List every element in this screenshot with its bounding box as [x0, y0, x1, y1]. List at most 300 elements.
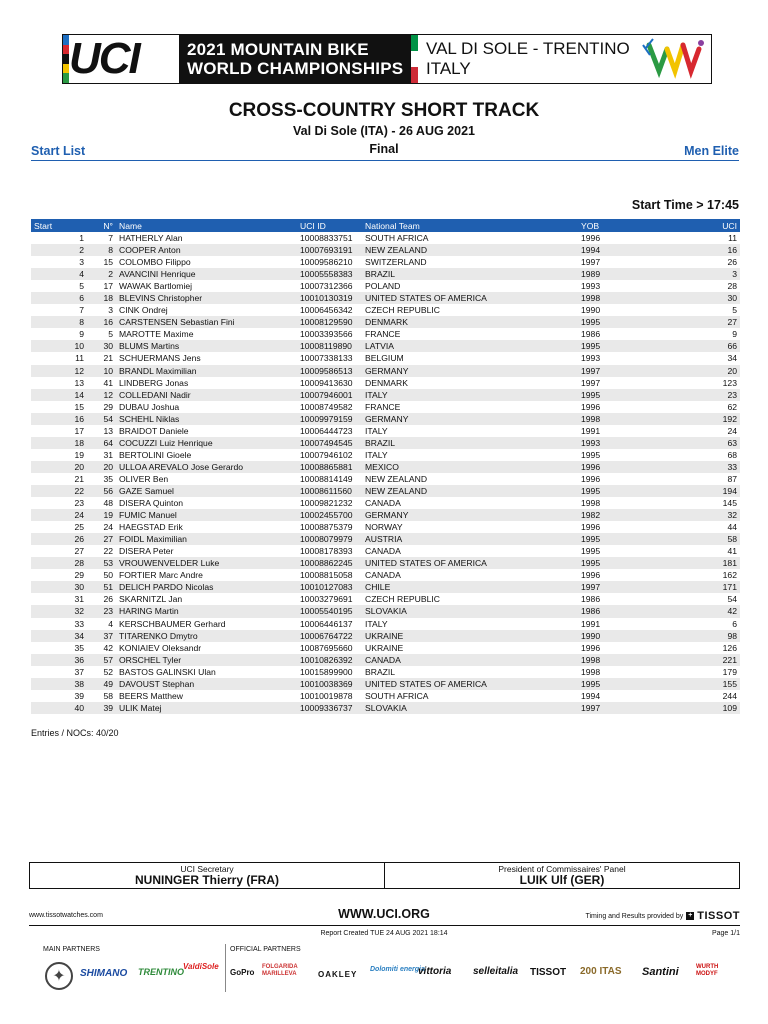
rider-uci-rank: 87 — [727, 473, 737, 484]
rider-uci-id: 10007946001 — [297, 389, 362, 401]
rider-start-order: 5 — [79, 281, 84, 292]
rider-uci-id: 10007338133 — [300, 353, 353, 364]
footer-divider — [29, 925, 740, 926]
rider-team: BELGIUM — [365, 353, 404, 364]
rider-name: OLIVER Ben — [119, 473, 169, 484]
rider-yob: 1994 — [581, 690, 601, 701]
rider-bib: 7 — [108, 233, 113, 244]
entries-count: Entries / NOCs: 40/20 — [31, 728, 119, 738]
rider-yob: 1995 — [578, 557, 698, 569]
rider-uci-rank: 126 — [722, 642, 737, 653]
rider-name: SKARNITZL Jan — [119, 594, 183, 605]
secretary-name: NUNINGER Thierry (FRA) — [134, 873, 279, 887]
rider-name: BERTOLINI Gioele — [119, 449, 192, 460]
table-row — [31, 377, 740, 389]
rider-team: ITALY — [365, 618, 388, 629]
rider-name: DISERA Quinton — [119, 498, 184, 509]
event-subtitle: Val Di Sole (ITA) - 26 AUG 2021 — [292, 124, 475, 138]
table-row — [31, 485, 740, 497]
rider-team: AUSTRIA — [362, 533, 578, 545]
rider-uci-rank: 54 — [727, 594, 737, 605]
table-row — [31, 425, 740, 437]
rider-team: ITALY — [365, 425, 388, 436]
partner-oakley: OAKLEY — [318, 970, 358, 979]
president-role: President of Commissaires' Panel — [498, 864, 626, 874]
rider-name: ORSCHEL Tyler — [116, 654, 297, 666]
rider-name: HAEGSTAD Erik — [119, 522, 183, 533]
rider-yob: 1993 — [578, 437, 698, 449]
table-row — [31, 256, 740, 268]
main-partners-label: MAIN PARTNERS — [43, 946, 100, 953]
partner-gopro: GoPro — [230, 968, 255, 977]
partner-folgarida: FOLGARIDA MARILLEVA — [262, 964, 298, 977]
rider-yob: 1996 — [581, 401, 601, 412]
table-row — [31, 581, 740, 593]
rider-uci-id: 10010038369 — [297, 678, 362, 690]
rider-start-order: 33 — [74, 618, 84, 629]
partner-wurth: WURTH MODYF — [696, 964, 719, 977]
rider-uci-id: 10010019878 — [300, 690, 353, 701]
rider-team: UKRAINE — [362, 630, 578, 642]
rider-uci-id: 10006444723 — [300, 425, 353, 436]
rider-team: CHILE — [362, 581, 578, 593]
rider-bib: 27 — [87, 533, 116, 545]
uci-secretary — [30, 863, 384, 888]
rider-name: CARSTENSEN Sebastian Fini — [116, 316, 297, 328]
rider-bib: 2 — [87, 268, 116, 280]
rider-uci-rank: 162 — [722, 570, 737, 581]
partner-valdisole: ValdiSole — [183, 962, 219, 971]
rider-name: FORTIER Marc Andre — [119, 570, 203, 581]
rider-yob: 1993 — [581, 281, 601, 292]
rider-uci-id: 10008862245 — [297, 557, 362, 569]
rider-team: MEXICO — [362, 461, 578, 473]
rider-bib: 58 — [103, 690, 113, 701]
timing-text: Timing and Results provided by — [585, 912, 684, 920]
rider-uci-id: 10009979159 — [297, 413, 362, 425]
table-row — [31, 557, 740, 569]
rider-start-order: 15 — [74, 401, 84, 412]
rider-yob: 1996 — [581, 642, 601, 653]
rider-uci-id: 10002455700 — [297, 509, 362, 521]
rider-team: UNITED STATES OF AMERICA — [362, 678, 578, 690]
rider-team: CANADA — [362, 654, 578, 666]
rider-yob: 1995 — [581, 449, 601, 460]
timing-credit — [585, 910, 740, 922]
val-di-sole-logo-icon — [641, 35, 711, 83]
rider-yob: 1996 — [578, 461, 698, 473]
rider-team: GERMANY — [362, 365, 578, 377]
rider-start-order: 13 — [74, 377, 84, 388]
rider-uci-id: 10008119890 — [297, 340, 362, 352]
rider-team: UKRAINE — [365, 642, 404, 653]
rider-team: GERMANY — [362, 509, 578, 521]
rider-name: DISERA Peter — [119, 546, 174, 557]
rider-uci-id: 10087695660 — [300, 642, 353, 653]
rider-uci-rank: 63 — [698, 437, 740, 449]
rider-uci-id: 10007312366 — [300, 281, 353, 292]
table-row — [31, 401, 740, 413]
table-row — [31, 533, 740, 545]
commissaires-president — [384, 863, 739, 888]
rider-uci-rank: 16 — [698, 244, 740, 256]
rider-team: POLAND — [365, 281, 401, 292]
rider-bib: 64 — [87, 437, 116, 449]
rider-uci-rank: 58 — [698, 533, 740, 545]
rider-team: BRAZIL — [362, 268, 578, 280]
rider-start-order: 12 — [31, 365, 87, 377]
rider-yob: 1991 — [581, 618, 601, 629]
table-row — [31, 569, 740, 581]
rider-start-order: 35 — [74, 642, 84, 653]
rider-yob: 1986 — [578, 605, 698, 617]
event-title: CROSS-COUNTRY SHORT TRACK — [228, 100, 540, 121]
rider-uci-rank: 62 — [727, 401, 737, 412]
table-row — [31, 678, 740, 690]
rider-team: GERMANY — [362, 413, 578, 425]
rider-bib: 41 — [103, 377, 113, 388]
rider-name: MAROTTE Maxime — [119, 329, 194, 340]
rider-yob: 1990 — [581, 305, 601, 316]
timing-brand: TISSOT — [697, 910, 740, 922]
tissot-website-link[interactable]: www.tissotwatches.com — [29, 912, 103, 919]
rider-team: BRAZIL — [365, 666, 396, 677]
rider-bib: 52 — [103, 666, 113, 677]
uci-website-link[interactable]: WWW.UCI.ORG — [338, 907, 430, 921]
rider-uci-rank: 98 — [698, 630, 740, 642]
rider-yob: 1998 — [578, 413, 698, 425]
rider-start-order: 25 — [74, 522, 84, 533]
header-uci-id: UCI ID — [297, 219, 362, 232]
rider-bib: 5 — [108, 329, 113, 340]
rider-bib: 31 — [103, 449, 113, 460]
rider-uci-id: 10009413630 — [300, 377, 353, 388]
partner-itas: 200 ITAS — [580, 966, 622, 977]
rider-team: ITALY — [362, 389, 578, 401]
table-row — [31, 690, 740, 702]
rider-yob: 1986 — [581, 594, 601, 605]
rider-yob: 1998 — [581, 666, 601, 677]
rider-team: NORWAY — [365, 522, 403, 533]
partner-shimano: SHIMANO — [80, 968, 128, 979]
table-row — [31, 473, 740, 485]
table-row — [31, 702, 740, 714]
rider-name: BLUMS Martins — [116, 340, 297, 352]
rider-start-order: 27 — [74, 546, 84, 557]
table-row — [31, 328, 740, 340]
rider-name: COLLEDANI Nadir — [116, 389, 297, 401]
rider-uci-id: 10006446137 — [300, 618, 353, 629]
rider-team: SWITZERLAND — [365, 257, 427, 268]
table-row — [31, 666, 740, 678]
swiss-cross-icon: + — [688, 912, 693, 919]
rider-yob: 1998 — [581, 498, 601, 509]
rider-bib: 35 — [103, 473, 113, 484]
rider-yob: 1993 — [581, 353, 601, 364]
rider-uci-id: 10008875379 — [300, 522, 353, 533]
rider-uci-id: 10007946102 — [300, 449, 353, 460]
rider-uci-rank: 28 — [727, 281, 737, 292]
rider-uci-rank: 30 — [698, 292, 740, 304]
mercedes-star-icon: ✦ — [45, 962, 73, 990]
rainbow-stripes — [63, 35, 69, 83]
rider-name: CINK Ondrej — [119, 305, 168, 316]
rider-name: HARING Martin — [116, 605, 297, 617]
rider-start-order: 9 — [79, 329, 84, 340]
rider-name: COCUZZI Luiz Henrique — [116, 437, 297, 449]
table-row — [31, 340, 740, 352]
rider-bib: 37 — [87, 630, 116, 642]
table-row — [31, 545, 740, 557]
rider-start-order: 22 — [31, 485, 87, 497]
rider-uci-rank: 34 — [727, 353, 737, 364]
rider-uci-id: 10008129590 — [297, 316, 362, 328]
rider-uci-id: 10005558383 — [297, 268, 362, 280]
rider-yob: 1998 — [578, 292, 698, 304]
rider-yob: 1996 — [581, 473, 601, 484]
table-row — [31, 630, 740, 642]
rider-uci-rank: 27 — [698, 316, 740, 328]
rider-bib: 12 — [87, 389, 116, 401]
rider-start-order: 10 — [31, 340, 87, 352]
rider-name: ULIK Matej — [116, 702, 297, 714]
rider-uci-id: 10007693191 — [297, 244, 362, 256]
rider-name: TITARENKO Dmytro — [116, 630, 297, 642]
rider-uci-rank: 221 — [698, 654, 740, 666]
rider-uci-id: 10009586513 — [297, 365, 362, 377]
rider-bib: 53 — [87, 557, 116, 569]
header-uci-points: UCI — [698, 219, 740, 232]
rider-name: VROUWENVELDER Luke — [116, 557, 297, 569]
header-name: Name — [116, 219, 297, 232]
rider-bib: 13 — [103, 425, 113, 436]
rider-team: SLOVAKIA — [362, 702, 578, 714]
rider-yob: 1996 — [581, 570, 601, 581]
rider-bib: 30 — [87, 340, 116, 352]
rider-start-order: 6 — [31, 292, 87, 304]
rider-start-order: 3 — [79, 257, 84, 268]
rider-start-order: 28 — [31, 557, 87, 569]
rider-yob: 1997 — [581, 257, 601, 268]
rider-yob: 1982 — [578, 509, 698, 521]
venue-block — [418, 35, 641, 83]
rider-uci-id: 10008833751 — [300, 233, 353, 244]
rider-name: WAWAK Bartlomiej — [119, 281, 193, 292]
rider-bib: 57 — [87, 654, 116, 666]
rider-team: BRAZIL — [362, 437, 578, 449]
rider-yob: 1995 — [578, 485, 698, 497]
venue-line-2: ITALY — [426, 59, 471, 78]
rider-bib: 19 — [87, 509, 116, 521]
partner-vittoria: vittoria — [418, 966, 452, 977]
table-row — [31, 642, 740, 654]
rider-name: KONIAIEV Oleksandr — [119, 642, 202, 653]
document-type: Start List — [31, 144, 86, 158]
table-row — [31, 449, 740, 461]
table-row — [31, 304, 740, 316]
rider-team: CZECH REPUBLIC — [365, 305, 440, 316]
rider-bib: 18 — [87, 292, 116, 304]
rider-bib: 16 — [87, 316, 116, 328]
partner-dolomiti: Dolomiti energia — [370, 966, 425, 973]
rider-uci-rank: 9 — [732, 329, 737, 340]
partner-trentino: TRENTINO — [138, 967, 184, 977]
rider-name: AVANCINI Henrique — [116, 268, 297, 280]
rider-yob: 1997 — [578, 702, 698, 714]
partner-santini: Santini — [642, 966, 679, 978]
rider-start-order: 31 — [74, 594, 84, 605]
rider-team: ITALY — [365, 449, 388, 460]
rider-name: DELICH PARDO Nicolas — [116, 581, 297, 593]
rider-bib: 39 — [87, 702, 116, 714]
rider-start-order: 20 — [31, 461, 87, 473]
rider-yob: 1995 — [578, 533, 698, 545]
rider-name: FUMIC Manuel — [116, 509, 297, 521]
rider-name: BEERS Matthew — [119, 690, 183, 701]
table-row — [31, 365, 740, 377]
rider-start-order: 18 — [31, 437, 87, 449]
table-row — [31, 593, 740, 605]
rider-name: GAZE Samuel — [116, 485, 297, 497]
rider-uci-id: 10008749582 — [300, 401, 353, 412]
rider-yob: 1991 — [581, 425, 601, 436]
partners-divider — [225, 944, 226, 992]
rider-team: CANADA — [365, 498, 401, 509]
rider-uci-id: 10010130319 — [297, 292, 362, 304]
rider-uci-id: 10005540195 — [297, 605, 362, 617]
table-row — [31, 316, 740, 328]
championship-banner — [62, 34, 712, 84]
rider-bib: 3 — [108, 305, 113, 316]
rider-uci-rank: 44 — [727, 522, 737, 533]
rider-bib: 22 — [103, 546, 113, 557]
rider-uci-id: 10008611560 — [297, 485, 362, 497]
rider-yob: 1997 — [581, 377, 601, 388]
event-name-block — [179, 35, 411, 83]
rider-start-order: 24 — [31, 509, 87, 521]
rider-start-order: 14 — [31, 389, 87, 401]
venue-line-1: VAL DI SOLE - TRENTINO — [426, 39, 630, 58]
page-number: Page 1/1 — [711, 930, 740, 937]
rider-yob: 1995 — [578, 340, 698, 352]
rider-uci-rank: 5 — [732, 305, 737, 316]
rider-uci-rank: 33 — [698, 461, 740, 473]
rider-uci-id: 10010127083 — [297, 581, 362, 593]
rider-uci-id: 10006764722 — [297, 630, 362, 642]
rider-uci-id: 10010826392 — [297, 654, 362, 666]
title-divider — [31, 160, 739, 161]
rider-uci-id: 10009821232 — [300, 498, 353, 509]
rider-start-order: 23 — [74, 498, 84, 509]
rider-name: ULLOA AREVALO Jose Gerardo — [116, 461, 297, 473]
rider-team: NEW ZEALAND — [362, 485, 578, 497]
rider-uci-id: 10003393566 — [300, 329, 353, 340]
partner-selleitalia: selleitalia — [473, 966, 519, 977]
official-partners-label: OFFICIAL PARTNERS — [230, 946, 301, 953]
rider-name: BRAIDOT Daniele — [119, 425, 189, 436]
rider-bib: 8 — [87, 244, 116, 256]
uci-logo-text: UCI — [69, 34, 139, 83]
rider-team: CANADA — [365, 546, 401, 557]
rider-team: DENMARK — [362, 316, 578, 328]
rider-name: FOIDL Maximilian — [116, 533, 297, 545]
rider-start-order: 17 — [74, 425, 84, 436]
report-created: Report Created TUE 24 AUG 2021 18:14 — [320, 930, 448, 937]
rider-bib: 24 — [103, 522, 113, 533]
rider-yob: 1995 — [578, 316, 698, 328]
rider-team: UNITED STATES OF AMERICA — [362, 557, 578, 569]
rider-bib: 54 — [87, 413, 116, 425]
rider-uci-rank: 155 — [698, 678, 740, 690]
rider-uci-rank: 181 — [698, 557, 740, 569]
rider-yob: 1997 — [578, 365, 698, 377]
rider-name: BASTOS GALINSKI Ulan — [119, 666, 216, 677]
rider-start-order: 1 — [79, 233, 84, 244]
event-name-line-2: WORLD CHAMPIONSHIPS — [187, 59, 404, 78]
rider-uci-id: 10008178393 — [300, 546, 353, 557]
rider-uci-rank: 194 — [698, 485, 740, 497]
rider-name: HATHERLY Alan — [119, 233, 183, 244]
event-name-line-1: 2021 MOUNTAIN BIKE — [187, 40, 369, 59]
table-row — [31, 232, 740, 244]
rider-start-order: 36 — [31, 654, 87, 666]
table-row — [31, 352, 740, 364]
table-row — [31, 521, 740, 533]
rider-uci-rank: 20 — [698, 365, 740, 377]
rider-start-order: 19 — [74, 449, 84, 460]
table-row — [31, 497, 740, 509]
rider-start-order: 8 — [31, 316, 87, 328]
rider-start-order: 34 — [31, 630, 87, 642]
rider-start-order: 2 — [31, 244, 87, 256]
header-bib: N° — [87, 219, 116, 232]
table-row — [31, 244, 740, 256]
table-header-row — [31, 219, 740, 232]
rider-team: UNITED STATES OF AMERICA — [362, 292, 578, 304]
rider-uci-rank: 6 — [732, 618, 737, 629]
italy-flag-bar — [411, 35, 418, 83]
rider-yob: 1996 — [581, 522, 601, 533]
rider-yob: 1995 — [581, 546, 601, 557]
rider-yob: 1997 — [578, 581, 698, 593]
uci-logo — [63, 35, 179, 83]
rider-uci-rank: 26 — [727, 257, 737, 268]
rider-yob: 1996 — [581, 233, 601, 244]
rider-name: BRANDL Maximilian — [116, 365, 297, 377]
rider-bib: 29 — [103, 401, 113, 412]
rider-name: LINDBERG Jonas — [119, 377, 189, 388]
rider-start-order: 32 — [31, 605, 87, 617]
header-start: Start — [31, 219, 87, 232]
rider-uci-id: 10008079979 — [297, 533, 362, 545]
table-row — [31, 654, 740, 666]
rider-start-order: 39 — [74, 690, 84, 701]
rider-yob: 1998 — [578, 654, 698, 666]
rider-yob: 1995 — [578, 678, 698, 690]
rider-bib: 50 — [103, 570, 113, 581]
rider-start-order: 16 — [31, 413, 87, 425]
rider-bib: 4 — [108, 618, 113, 629]
rider-uci-id: 10003279691 — [300, 594, 353, 605]
table-row — [31, 268, 740, 280]
rider-uci-id: 10006456342 — [300, 305, 353, 316]
table-row — [31, 389, 740, 401]
rider-yob: 1990 — [578, 630, 698, 642]
rider-uci-id: 10015899900 — [300, 666, 353, 677]
rider-name: KERSCHBAUMER Gerhard — [119, 618, 226, 629]
rider-name: SCHUERMANS Jens — [119, 353, 201, 364]
header-yob: YOB — [578, 219, 698, 232]
